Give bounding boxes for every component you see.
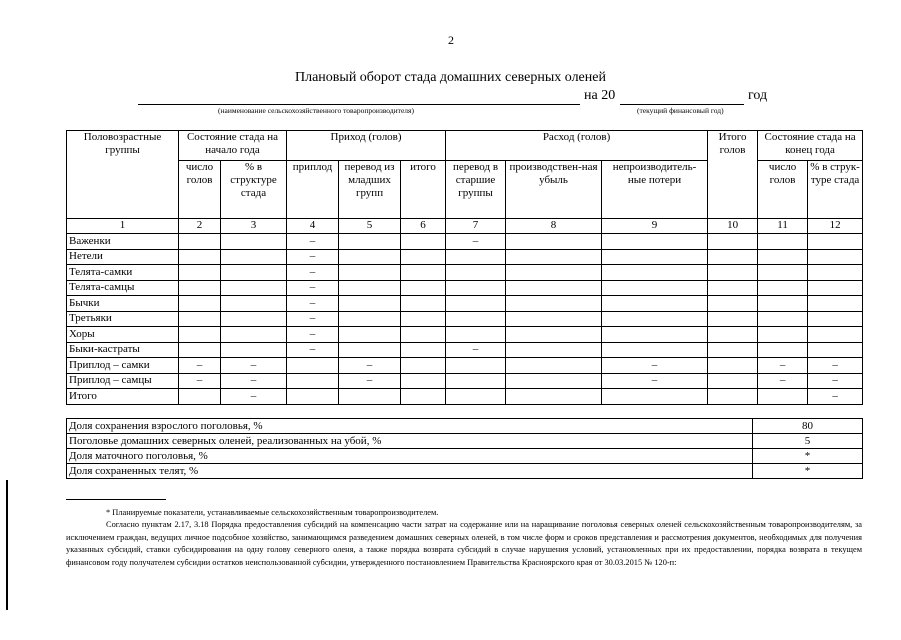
table-cell — [506, 296, 602, 312]
table-cell — [287, 358, 339, 374]
row-label: Важенки — [67, 234, 179, 250]
table-cell — [401, 265, 446, 281]
table-row — [67, 342, 863, 358]
table-cell — [401, 280, 446, 296]
table-cell — [179, 311, 221, 327]
year-caption: (текущий финансовый год) — [637, 106, 724, 115]
table-cell: – — [221, 358, 287, 374]
table-cell — [339, 280, 401, 296]
table-cell — [446, 389, 506, 405]
summary-label: Поголовье домашних северных оленей, реализованных на убой, % — [67, 434, 753, 449]
table-cell: – — [221, 389, 287, 405]
table-cell: – — [446, 342, 506, 358]
table-cell: – — [808, 373, 863, 389]
document-title: Плановый оборот стада домашних северных оленей — [295, 70, 606, 85]
table-cell — [708, 265, 758, 281]
table-cell — [602, 327, 708, 343]
row-label: Приплод – самки — [67, 358, 179, 374]
table-cell — [221, 296, 287, 312]
table-cell — [602, 296, 708, 312]
table-cell — [401, 373, 446, 389]
header-total: Итого голов — [708, 131, 758, 219]
table-cell — [808, 342, 863, 358]
table-cell — [758, 280, 808, 296]
subheader-nonproduction-loss: непроизводитель-ные потери — [602, 161, 708, 219]
table-row — [67, 280, 863, 296]
table-cell — [179, 265, 221, 281]
table-cell: – — [287, 234, 339, 250]
table-cell: – — [808, 358, 863, 374]
row-label: Быки-кастраты — [67, 342, 179, 358]
table-cell — [602, 342, 708, 358]
table-cell — [808, 265, 863, 281]
header-outcome: Расход (голов) — [446, 131, 708, 161]
table-cell — [221, 280, 287, 296]
table-cell — [179, 327, 221, 343]
table-cell — [506, 389, 602, 405]
summary-row — [67, 434, 863, 449]
column-number: 11 — [758, 219, 808, 234]
subheader-birth: приплод — [287, 161, 339, 219]
summary-label: Доля сохраненных телят, % — [67, 464, 753, 479]
summary-value: 5 — [753, 434, 863, 449]
summary-label: Доля сохранения взрослого поголовья, % — [67, 419, 753, 434]
year-prefix: на 20 — [584, 88, 616, 103]
table-cell: – — [287, 296, 339, 312]
header-start: Состояние стада на начало года — [179, 131, 287, 161]
column-number: 3 — [221, 219, 287, 234]
table-cell — [221, 327, 287, 343]
table-cell — [339, 389, 401, 405]
table-cell: – — [602, 358, 708, 374]
table-cell — [401, 358, 446, 374]
table-cell — [401, 342, 446, 358]
table-cell: – — [602, 373, 708, 389]
table-cell — [602, 234, 708, 250]
table-cell — [339, 311, 401, 327]
table-cell: – — [446, 234, 506, 250]
summary-value: 80 — [753, 419, 863, 434]
subheader-end-count: число голов — [758, 161, 808, 219]
table-cell — [708, 249, 758, 265]
table-cell — [506, 249, 602, 265]
table-cell — [758, 249, 808, 265]
table-cell — [221, 249, 287, 265]
table-cell — [602, 311, 708, 327]
table-cell — [708, 296, 758, 312]
column-number: 2 — [179, 219, 221, 234]
producer-name-line — [138, 104, 580, 105]
table-cell — [758, 311, 808, 327]
table-cell — [446, 373, 506, 389]
subheader-start-pct: % в структуре стада — [221, 161, 287, 219]
summary-value: * — [753, 449, 863, 464]
table-cell — [221, 311, 287, 327]
row-label: Итого — [67, 389, 179, 405]
column-number: 10 — [708, 219, 758, 234]
table-cell — [808, 234, 863, 250]
table-cell — [758, 342, 808, 358]
column-number: 1 — [67, 219, 179, 234]
row-label: Телята-самки — [67, 265, 179, 281]
summary-row — [67, 464, 863, 479]
table-cell — [287, 389, 339, 405]
table-cell — [602, 280, 708, 296]
table-cell — [758, 327, 808, 343]
footnote-star: * Планируемые показатели, устанавливаемые сельскохозяйственным товаропроизводителем. — [106, 508, 439, 517]
table-cell — [401, 249, 446, 265]
table-cell: – — [179, 373, 221, 389]
row-label: Телята-самцы — [67, 280, 179, 296]
table-row — [67, 389, 863, 405]
subheader-end-pct: % в струк-туре стада — [808, 161, 863, 219]
table-cell: – — [287, 280, 339, 296]
subheader-start-count: число голов — [179, 161, 221, 219]
table-cell — [446, 280, 506, 296]
summary-label: Доля маточного поголовья, % — [67, 449, 753, 464]
table-cell — [708, 311, 758, 327]
table-cell — [808, 327, 863, 343]
table-cell — [758, 234, 808, 250]
table-cell — [446, 265, 506, 281]
table-cell — [221, 342, 287, 358]
column-number: 9 — [602, 219, 708, 234]
table-cell — [446, 249, 506, 265]
table-cell: – — [221, 373, 287, 389]
table-row — [67, 311, 863, 327]
table-cell — [808, 249, 863, 265]
table-cell — [602, 389, 708, 405]
table-row — [67, 358, 863, 374]
table-cell — [179, 234, 221, 250]
table-cell — [506, 234, 602, 250]
table-cell: – — [179, 358, 221, 374]
summary-table — [66, 418, 863, 479]
table-cell — [401, 327, 446, 343]
table-cell: – — [808, 389, 863, 405]
table-cell — [179, 296, 221, 312]
table-cell — [339, 296, 401, 312]
header-income: Приход (голов) — [287, 131, 446, 161]
table-cell — [179, 280, 221, 296]
row-label: Приплод – самцы — [67, 373, 179, 389]
subheader-transfer-in: перевод из младших групп — [339, 161, 401, 219]
producer-caption: (наименование сельскохозяйственного товаропроизводителя) — [218, 106, 414, 115]
table-cell — [506, 280, 602, 296]
table-cell — [506, 373, 602, 389]
table-cell — [401, 311, 446, 327]
table-cell — [506, 265, 602, 281]
column-numbers-row — [67, 219, 863, 234]
header-groups: Половозрастные группы — [67, 131, 179, 219]
table-row — [67, 327, 863, 343]
table-cell — [602, 249, 708, 265]
herd-turnover-table — [66, 130, 863, 405]
year-line — [620, 104, 744, 105]
summary-value: * — [753, 464, 863, 479]
table-cell — [506, 342, 602, 358]
table-cell — [339, 265, 401, 281]
table-cell — [179, 249, 221, 265]
row-label: Бычки — [67, 296, 179, 312]
column-number: 12 — [808, 219, 863, 234]
table-cell — [506, 311, 602, 327]
table-cell — [708, 389, 758, 405]
table-cell: – — [287, 311, 339, 327]
page-number: 2 — [448, 33, 454, 47]
table-row — [67, 373, 863, 389]
header-end: Состояние стада на конец года — [758, 131, 863, 161]
row-label: Третьяки — [67, 311, 179, 327]
table-cell — [758, 265, 808, 281]
table-cell — [708, 327, 758, 343]
table-row — [67, 265, 863, 281]
table-cell — [808, 296, 863, 312]
table-cell — [808, 311, 863, 327]
table-cell — [339, 327, 401, 343]
footnote-agreement: Согласно пунктам 2.17, 3.18 Порядка предоставления субсидий на компенсацию части затрат на содержание или на наращивание поголовья северных оленей сельскохозяйственным товаропроизводителям, за исключением граждан, ведущих личное подсобное хозяйство, занимающимся разведением домашних северных оленей, в том числе форм и сроков представления и рассмотрения документов, необходимых для получения указанных субсидий, ставки субсидирования на одну голову северного оленя, а также порядка возврата субсидий в случае нарушения условий, установленных при их предоставлении, порядка возврата в текущем финансовом году получателем субсидии остатков неиспользованной субсидии, утвержденного постановлением Правительства Красноярского края от 30.03.2015 № 120-п: — [66, 520, 862, 567]
table-row — [67, 249, 863, 265]
table-cell — [446, 358, 506, 374]
row-label: Хоры — [67, 327, 179, 343]
table-cell — [758, 389, 808, 405]
table-cell — [708, 234, 758, 250]
column-number: 5 — [339, 219, 401, 234]
table-cell — [708, 373, 758, 389]
table-cell — [758, 296, 808, 312]
table-cell — [708, 358, 758, 374]
table-cell — [602, 265, 708, 281]
table-cell — [506, 327, 602, 343]
column-number: 6 — [401, 219, 446, 234]
table-cell: – — [758, 373, 808, 389]
table-row — [67, 296, 863, 312]
column-number: 4 — [287, 219, 339, 234]
table-cell — [179, 342, 221, 358]
table-cell — [446, 327, 506, 343]
table-cell — [287, 373, 339, 389]
table-cell — [446, 311, 506, 327]
year-suffix: год — [748, 88, 768, 103]
table-cell — [221, 234, 287, 250]
table-cell — [708, 342, 758, 358]
table-cell — [221, 265, 287, 281]
table-cell — [401, 389, 446, 405]
footnote-separator — [66, 499, 166, 500]
column-number: 7 — [446, 219, 506, 234]
table-cell — [401, 296, 446, 312]
subheader-income-total: итого — [401, 161, 446, 219]
table-cell — [808, 280, 863, 296]
table-cell: – — [339, 358, 401, 374]
table-cell — [446, 296, 506, 312]
table-cell: – — [339, 373, 401, 389]
row-label: Нетели — [67, 249, 179, 265]
table-cell: – — [287, 265, 339, 281]
table-cell — [506, 358, 602, 374]
table-cell: – — [287, 342, 339, 358]
table-cell: – — [287, 327, 339, 343]
summary-row — [67, 449, 863, 464]
summary-row — [67, 419, 863, 434]
scan-margin-mark — [6, 480, 8, 610]
table-cell: – — [758, 358, 808, 374]
subheader-transfer-out: перевод в старшие группы — [446, 161, 506, 219]
table-cell — [339, 342, 401, 358]
table-cell — [179, 389, 221, 405]
table-row — [67, 234, 863, 250]
table-cell — [401, 234, 446, 250]
table-cell — [339, 249, 401, 265]
table-body — [67, 234, 863, 405]
table-cell — [708, 280, 758, 296]
column-number: 8 — [506, 219, 602, 234]
subheader-production-loss: производствен-ная убыль — [506, 161, 602, 219]
table-cell — [339, 234, 401, 250]
table-cell: – — [287, 249, 339, 265]
